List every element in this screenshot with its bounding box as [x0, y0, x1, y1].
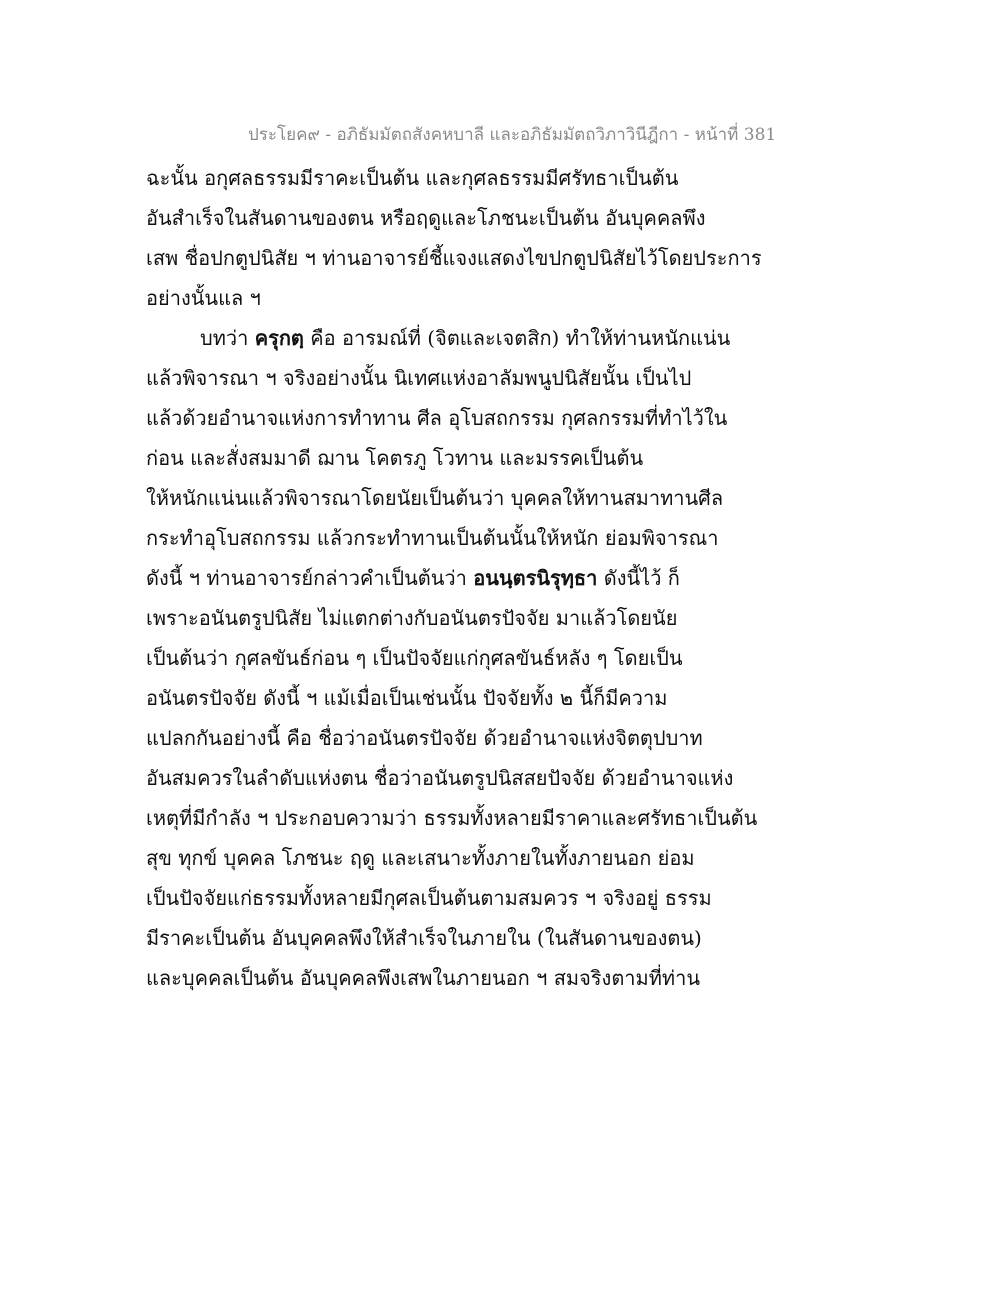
text-line — [146, 558, 766, 598]
text-segment: และบุคคลเป็นต้น อันบุคคลพึงเสพในภายนอก ฯ สมจริงตามที่ท่าน — [146, 966, 700, 990]
text-line — [146, 198, 766, 238]
text-line — [146, 398, 766, 438]
running-header: ประโยค๙ - อภิธัมมัตถสังคหบาลี และอภิธัมมัตถวิภาวินีฎีกา - หน้าที่ 381 — [248, 125, 777, 145]
text-segment: เพราะอนันตรูปนิสัย ไม่แตกต่างกับอนันตรปัจจัย มาแล้วโดยนัย — [146, 606, 678, 630]
text-segment: แล้วด้วยอำนาจแห่งการทำทาน ศีล อุโบสถกรรม กุศลกรรมที่ทำไว้ใน — [146, 406, 728, 430]
text-line — [146, 318, 766, 358]
text-segment: อันสมควรในลำดับแห่งตน ชื่อว่าอนันตรูปนิสสยปัจจัย ด้วยอำนาจแห่ง — [146, 766, 734, 790]
text-segment: แล้วพิจารณา ฯ จริงอย่างนั้น นิเทศแห่งอาลัมพนูปนิสัยนั้น เป็นไป — [146, 366, 692, 390]
text-segment: ให้หนักแน่นแล้วพิจารณาโดยนัยเป็นต้นว่า บุคคลให้ทานสมาทานศีล — [146, 486, 724, 510]
text-segment: อนันตรปัจจัย ดังนี้ ฯ แม้เมื่อเป็นเช่นนั้น ปัจจัยทั้ง ๒ นี้ก็มีความ — [146, 686, 668, 710]
text-line — [146, 798, 766, 838]
text-segment: บทว่า — [200, 326, 255, 350]
text-line — [146, 758, 766, 798]
text-line — [146, 518, 766, 558]
paragraph — [146, 318, 766, 998]
text-segment: แปลกกันอย่างนี้ คือ ชื่อว่าอนันตรปัจจัย ด้วยอำนาจแห่งจิตตุปบาท — [146, 726, 703, 750]
text-line — [146, 878, 766, 918]
text-line — [146, 358, 766, 398]
text-segment: มีราคะเป็นต้น อันบุคคลพึงให้สำเร็จในภายใน (ในสันดานของตน) — [146, 926, 702, 950]
text-line — [146, 158, 766, 198]
text-segment: อันสำเร็จในสันดานของตน หรือฤดูและโภชนะเป็นต้น อันบุคคลพึง — [146, 206, 706, 230]
bold-term: อนนฺตรนิรุทฺธา — [473, 566, 598, 590]
text-segment: เป็นต้นว่า กุศลขันธ์ก่อน ๆ เป็นปัจจัยแก่กุศลขันธ์หลัง ๆ โดยเป็น — [146, 646, 683, 670]
text-segment: สุข ทุกข์ บุคคล โภชนะ ฤดู และเสนาะทั้งภายในทั้งภายนอก ย่อม — [146, 846, 695, 870]
text-line — [146, 718, 766, 758]
text-line — [146, 278, 766, 318]
text-segment: ฉะนั้น อกุศลธรรมมีราคะเป็นต้น และกุศลธรรมมีศรัทธาเป็นต้น — [146, 166, 679, 190]
text-segment: เป็นปัจจัยแก่ธรรมทั้งหลายมีกุศลเป็นต้นตามสมควร ฯ จริงอยู่ ธรรม — [146, 886, 712, 910]
text-line — [146, 678, 766, 718]
text-segment: อย่างนั้นแล ฯ — [146, 286, 261, 310]
text-segment: ดังนี้ไว้ ก็ — [597, 566, 680, 590]
text-line — [146, 838, 766, 878]
text-line — [146, 478, 766, 518]
text-segment: เสพ ชื่อปกตูปนิสัย ฯ ท่านอาจารย์ชี้แจงแสดงไขปกตูปนิสัยไว้โดยประการ — [146, 246, 762, 270]
text-segment: คือ อารมณ์ที่ (จิตและเจตสิก) ทำให้ท่านหนักแน่น — [303, 326, 731, 350]
text-line — [146, 238, 766, 278]
text-line — [146, 438, 766, 478]
bold-term: ครุกตฺ — [254, 326, 304, 350]
body-text — [146, 158, 766, 998]
text-line — [146, 598, 766, 638]
text-line — [146, 638, 766, 678]
text-segment: ดังนี้ ฯ ท่านอาจารย์กล่าวคำเป็นต้นว่า — [146, 566, 474, 590]
text-segment: เหตุที่มีกำลัง ฯ ประกอบความว่า ธรรมทั้งหลายมีราคาและศรัทธาเป็นต้น — [146, 806, 758, 830]
text-line — [146, 958, 766, 998]
text-segment: ก่อน และสั่งสมมาดี ฌาน โคตรภู โวทาน และมรรคเป็นต้น — [146, 446, 644, 470]
paragraph — [146, 158, 766, 318]
text-line — [146, 918, 766, 958]
text-segment: กระทำอุโบสถกรรม แล้วกระทำทานเป็นต้นนั้นให้หนัก ย่อมพิจารณา — [146, 526, 719, 550]
